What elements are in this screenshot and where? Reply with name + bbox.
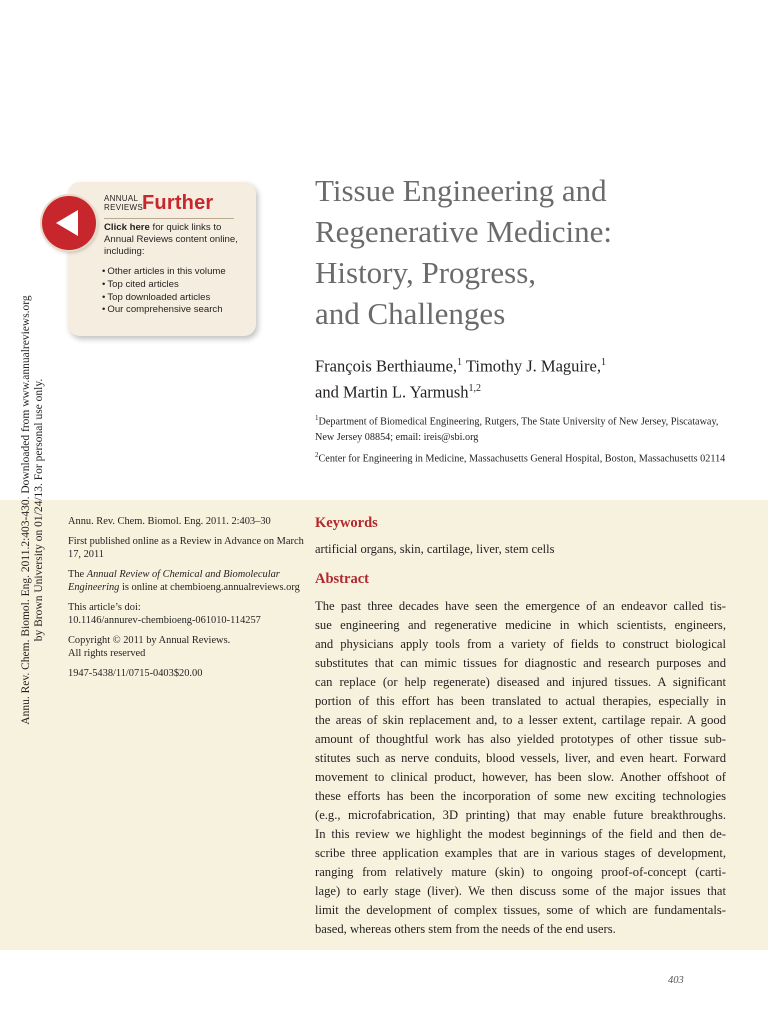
abstract-line: stitutes such as nerve conduits, blood vessels, liver, and even heart. Forward [315,751,726,765]
further-item-search[interactable]: • Our comprehensive search [102,304,252,317]
further-title: Further [142,192,214,214]
annual-reviews-logo: ANNUAL REVIEWS [104,194,143,212]
keywords-text: artificial organs, skin, cartilage, liver, stem cells [315,542,555,556]
citation-block [68,515,308,687]
doi-link[interactable]: 10.1146/annurev-chembioeng-061010-114257 [68,615,261,626]
title-line: Tissue Engineering and [315,173,607,208]
abstract-line: can replace (or help regenerate) diseased and injured tissues. A significant [315,675,726,689]
abstract-line: scribe three application examples that are in various stages of development, [315,846,726,860]
abstract-line: lage) to early stage (liver). We then discuss some of the major issues that [315,884,726,898]
abstract-line: substitutes that can mimic tissues for diagnostic and research purposes and [315,656,726,670]
author-list: François Berthiaume,$^1$ Timothy J. Maguire,$^1$ and Martin L. Yarmush$^{1,2}$ [315,356,606,401]
article-title [315,170,735,334]
affiliations [315,411,735,469]
keywords-heading: Keywords [315,515,378,531]
author-maguire: Timothy J. Maguire, [462,356,601,376]
doi-block: This article’s doi: 10.1146/annurev-chembioeng-061010-114257 [68,602,261,626]
download-sidenote [0,270,45,750]
abstract-line: and physicians apply tools from a variety of fields to construct biological [315,637,726,651]
further-item-other-articles[interactable]: • Other articles in this volume [102,266,252,279]
abstract-line: (e.g., microfabrication, 3D printing) that may enable future breakthroughs. [315,808,726,822]
copyright: Copyright © 2011 by Annual Reviews. All rights reserved [68,635,231,659]
left-triangle-icon[interactable] [42,196,96,250]
further-item-top-cited[interactable]: • Top cited articles [102,279,252,292]
further-divider [104,218,234,219]
abstract-line: based, whereas others stem from the needs of the end users. [315,922,616,936]
author-yarmush: and Martin L. Yarmush [315,382,469,401]
click-here-link[interactable]: Click here [104,222,150,233]
abstract-line: In this review we highlight the modest beginnings of the field and then de- [315,827,726,841]
abstract-line: movement to clinical product, however, has been slow. Another offshoot of [315,770,726,784]
abstract-line: amount of thoughtful work has also yielded prototypes of other tissue sub- [315,732,726,746]
abstract-line: portion of this effort has been translated to actual therapies, especially in [315,694,726,708]
abstract-text [315,597,726,939]
further-list [102,266,252,317]
abstract-line: sue engineering and regenerative medicine in which scientists, engineers, [315,618,726,632]
sidenote-line-1: Annu. Rev. Chem. Biomol. Eng. 2011.2:403-430. Downloaded from www.annualreviews.org [20,295,32,725]
author-berthiaume: François Berthiaume, [315,356,458,376]
abstract-line: ranging from relatively mature (skin) to ongoing proof-of-concept (carti- [315,865,726,879]
abstract-line: the areas of skin replacement and, to a lesser extent, cartilage repair. A good [315,713,726,727]
journal-online: The Annual Review of Chemical and Biomolecular Engineering is online at chembioeng.annualreviews.org [68,569,300,593]
sidenote-line-2: by Brown University on 01/24/13. For personal use only. [33,378,45,642]
abstract-line: limit the development of complex tissues, some of which are fundamentals- [315,903,726,917]
journal-reference: Annu. Rev. Chem. Biomol. Eng. 2011. 2:403–30 [68,516,271,527]
title-line: History, Progress, [315,255,537,290]
title-line: and Challenges [315,296,506,331]
abstract-heading: Abstract [315,571,369,587]
first-published: First published online as a Review in Advance on March 17, 2011 [68,536,304,560]
further-links-box[interactable] [68,182,256,336]
abstract-line: these efforts has been the incorporation of some new exciting technologies [315,789,726,803]
affiliation-2: $^2$Center for Engineering in Medicine, Massachusetts General Hospital, Boston, Massachusetts 02114 [315,450,726,464]
price-code: 1947-5438/11/0715-0403$20.00 [68,668,203,679]
abstract-line: The past three decades have seen the emergence of an endeavor called tis- [315,599,726,613]
page-number: 403 [668,975,684,986]
title-line: Regenerative Medicine: [315,214,612,249]
further-item-top-downloaded[interactable]: • Top downloaded articles [102,292,252,305]
further-intro: Click here for quick links to Annual Reviews content online, including: [104,222,238,258]
affiliation-1: $^1$Department of Biomedical Engineering, Rutgers, The State University of New Jersey, Piscataway, New Jersey 08854; email: ireis@sbi.org [315,414,719,443]
